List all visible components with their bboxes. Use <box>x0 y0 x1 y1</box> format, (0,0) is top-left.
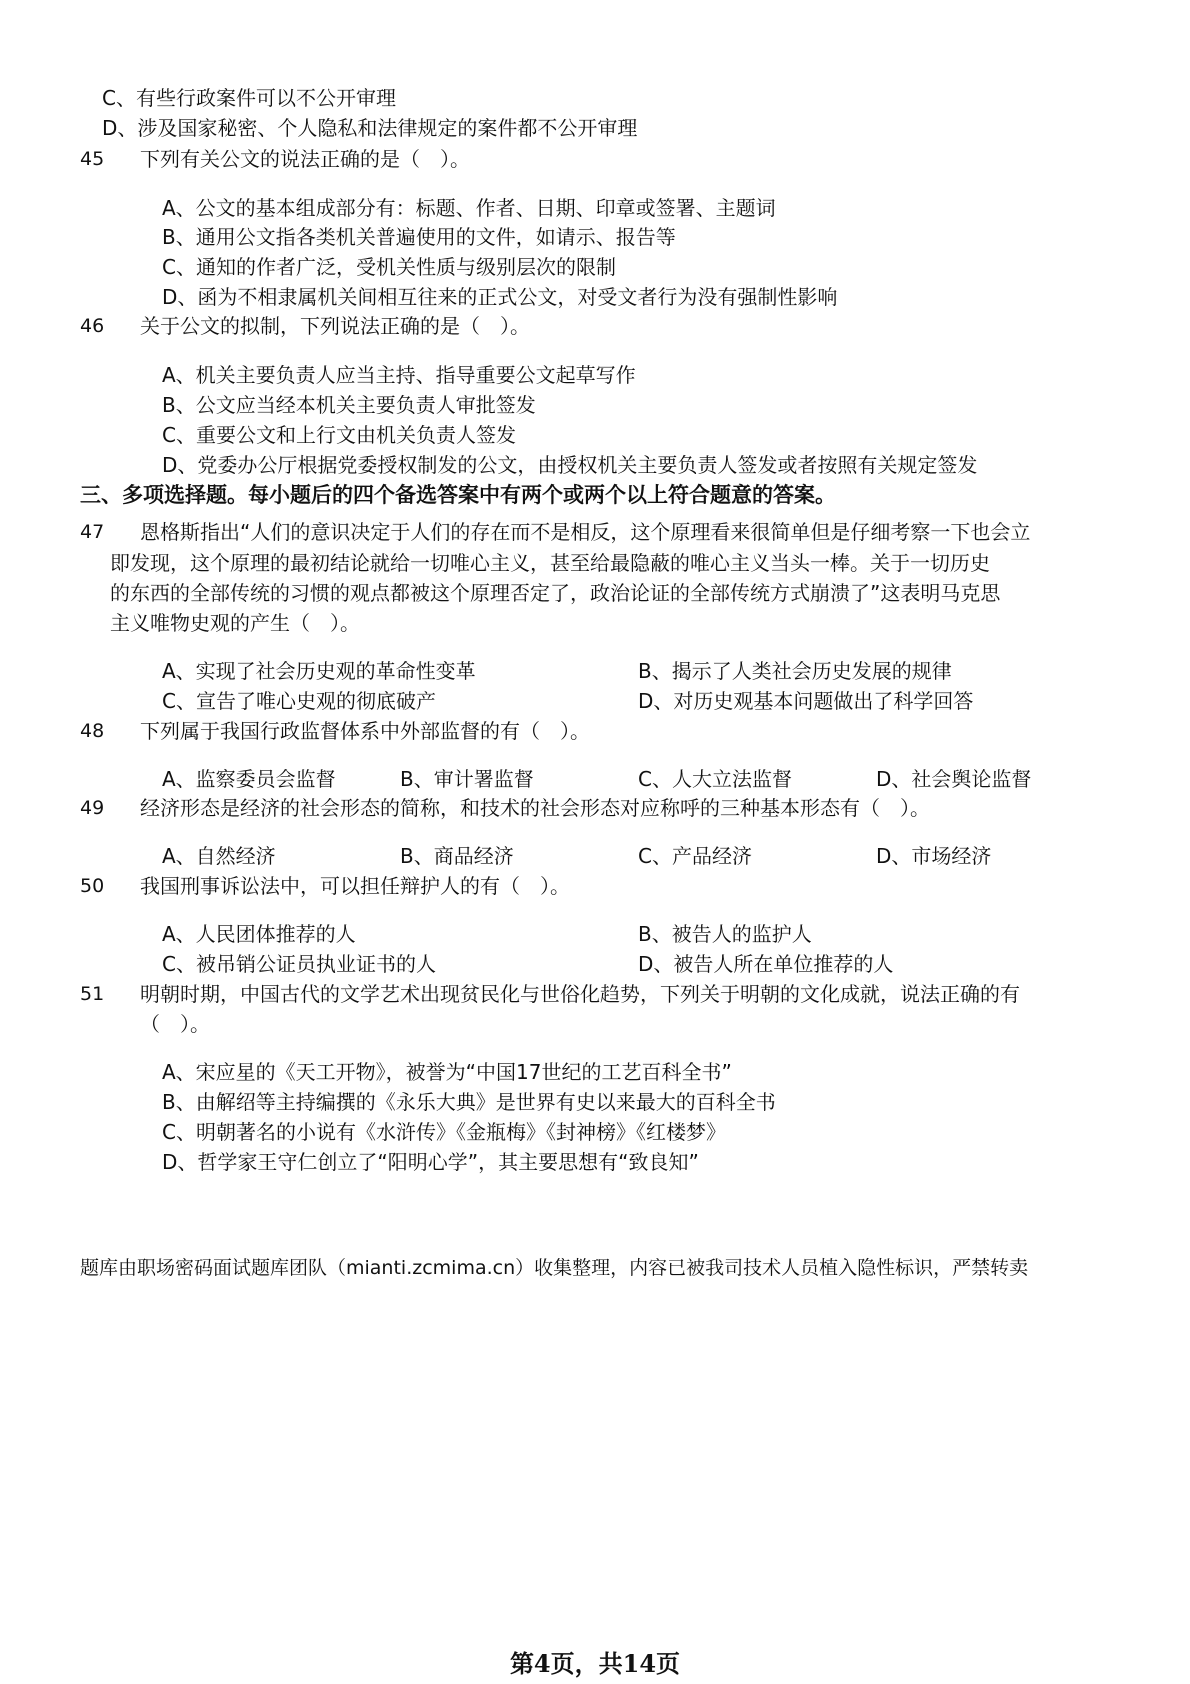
question-stem-line: 的东西的全部传统的习惯的观点都被这个原理否定了，政治论证的全部传统方式崩溃了”这表明马克思 <box>110 581 1001 605</box>
option-d: D、社会舆论监督 <box>876 767 1032 791</box>
option-c: C、被吊销公证员执业证书的人 <box>162 952 436 976</box>
option-d: D、党委办公厅根据党委授权制发的公文，由授权机关主要负责人签发或者按照有关规定签发 <box>162 453 978 477</box>
question-stem: 关于公文的拟制，下列说法正确的是（ ）。 <box>140 314 530 338</box>
question-stem-line: 明朝时期，中国古代的文学艺术出现贫民化与世俗化趋势，下列关于明朝的文化成就，说法正确的有 <box>140 982 1020 1006</box>
question-stem: 经济形态是经济的社会形态的简称，和技术的社会形态对应称呼的三种基本形态有（ ）。 <box>140 796 930 820</box>
option-a: A、实现了社会历史观的革命性变革 <box>162 659 476 683</box>
option-a: A、自然经济 <box>162 844 276 868</box>
option-b: B、商品经济 <box>400 844 514 868</box>
section-heading: 三、多项选择题。每小题后的四个备选答案中有两个或两个以上符合题意的答案。 <box>80 483 836 507</box>
question-stem-line: 恩格斯指出“人们的意识决定于人们的存在而不是相反，这个原理看来很简单但是仔细考察一下也会立 <box>140 520 1031 544</box>
option-c: C、宣告了唯心史观的彻底破产 <box>162 689 436 713</box>
option-d: D、函为不相隶属机关间相互往来的正式公文，对受文者行为没有强制性影响 <box>162 285 838 309</box>
question-number: 47 <box>80 521 105 543</box>
page-number: 第4页，共14页 <box>509 1649 681 1678</box>
option-d: D、哲学家王守仁创立了“阳明心学”，其主要思想有“致良知” <box>162 1150 699 1174</box>
question-number: 46 <box>80 315 105 337</box>
option-c: C、明朝著名的小说有《水浒传》《金瓶梅》《封神榜》《红楼梦》 <box>162 1120 726 1144</box>
option-b: B、被告人的监护人 <box>638 922 812 946</box>
option-b: B、审计署监督 <box>400 767 534 791</box>
option-a: A、机关主要负责人应当主持、指导重要公文起草写作 <box>162 363 636 387</box>
question-number: 50 <box>80 875 105 897</box>
question-stem: 下列属于我国行政监督体系中外部监督的有（ ）。 <box>140 719 590 743</box>
question-number: 49 <box>80 797 105 819</box>
option-c: C、有些行政案件可以不公开审理 <box>102 86 396 110</box>
option-d: D、涉及国家秘密、个人隐私和法律规定的案件都不公开审理 <box>102 116 638 140</box>
option-b: B、通用公文指各类机关普遍使用的文件，如请示、报告等 <box>162 225 676 249</box>
option-c: C、通知的作者广泛，受机关性质与级别层次的限制 <box>162 255 616 279</box>
question-number: 51 <box>80 983 105 1005</box>
option-d: D、市场经济 <box>876 844 992 868</box>
option-b: B、公文应当经本机关主要负责人审批签发 <box>162 393 536 417</box>
option-c: C、人大立法监督 <box>638 767 792 791</box>
question-stem-line: （ ）。 <box>140 1012 210 1036</box>
option-a: A、公文的基本组成部分有：标题、作者、日期、印章或签署、主题词 <box>162 196 776 220</box>
question-stem: 我国刑事诉讼法中，可以担任辩护人的有（ ）。 <box>140 874 570 898</box>
question-stem-line: 主义唯物史观的产生（ ）。 <box>110 611 360 635</box>
option-b: B、由解绍等主持编撰的《永乐大典》是世界有史以来最大的百科全书 <box>162 1090 776 1114</box>
option-d: D、被告人所在单位推荐的人 <box>638 952 894 976</box>
question-number: 45 <box>80 148 105 170</box>
option-a: A、人民团体推荐的人 <box>162 922 356 946</box>
option-d: D、对历史观基本问题做出了科学回答 <box>638 689 974 713</box>
question-number: 48 <box>80 720 105 742</box>
option-b: B、揭示了人类社会历史发展的规律 <box>638 659 952 683</box>
option-c: C、产品经济 <box>638 844 752 868</box>
copyright-note: 题库由职场密码面试题库团队（mianti.zcmima.cn）收集整理，内容已被我司技术人员植入隐性标识，严禁转卖 <box>80 1257 1029 1279</box>
option-a: A、宋应星的《天工开物》，被誉为“中国17世纪的工艺百科全书” <box>162 1060 732 1084</box>
question-stem: 下列有关公文的说法正确的是（ ）。 <box>140 147 470 171</box>
option-c: C、重要公文和上行文由机关负责人签发 <box>162 423 516 447</box>
option-a: A、监察委员会监督 <box>162 767 336 791</box>
question-stem-line: 即发现，这个原理的最初结论就给一切唯心主义，甚至给最隐蔽的唯心主义当头一棒。关于一切历史 <box>110 551 990 575</box>
